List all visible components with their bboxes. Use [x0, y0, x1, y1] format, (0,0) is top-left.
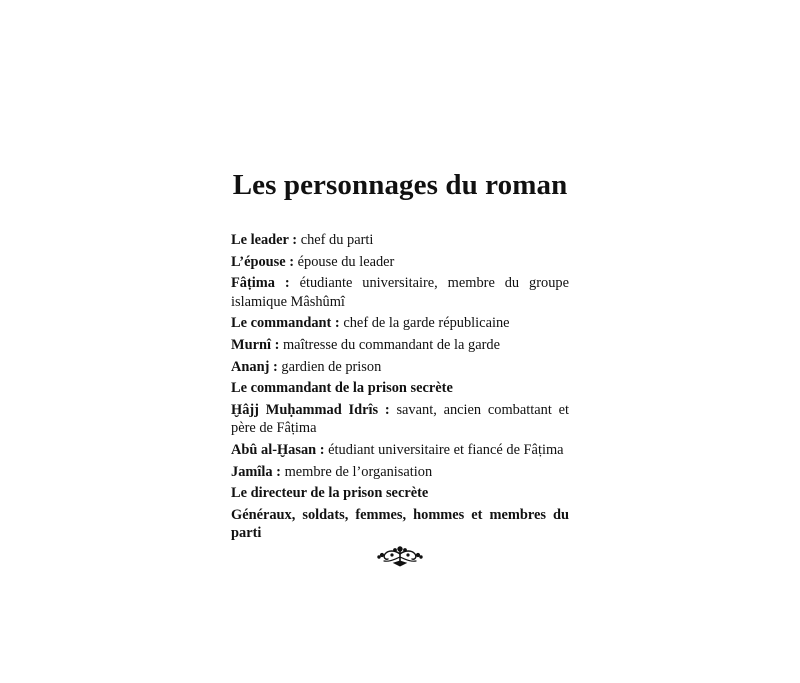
- character-description: membre de l’organisation: [284, 463, 433, 480]
- character-name: Généraux, soldats, femmes, hommes et membres du parti: [231, 506, 569, 542]
- character-name: Le commandant de la prison secrète: [231, 380, 453, 397]
- character-name: Le directeur de la prison secrète: [231, 485, 429, 502]
- page-title: Les personnages du roman: [232, 169, 568, 201]
- character-name: Fâṭima :: [231, 275, 290, 292]
- character-name: Ananj :: [231, 358, 278, 375]
- character-name: Le leader :: [231, 232, 298, 248]
- character-name: Abû al-Ḫasan :: [231, 441, 325, 458]
- character-entry: [231, 274, 569, 311]
- character-description: gardien de prison: [281, 358, 382, 375]
- character-entry: [231, 484, 569, 503]
- character-entry: [231, 358, 569, 377]
- character-entry: [231, 231, 569, 250]
- character-entry: [231, 463, 569, 482]
- character-list: [231, 231, 569, 543]
- character-entry: [231, 314, 569, 333]
- character-entry: [231, 336, 569, 355]
- character-name: Murnî :: [231, 336, 280, 353]
- character-entry: [231, 379, 569, 398]
- character-description: étudiante universitaire, membre du groupe islamique Mâshûmî: [231, 275, 569, 310]
- character-entry: [231, 441, 569, 460]
- character-description: étudiant universitaire et fiancé de Fâṭima: [328, 441, 564, 458]
- character-description: chef du parti: [300, 232, 374, 248]
- character-entry: [231, 253, 569, 272]
- character-entry: [231, 401, 569, 438]
- character-name: Le commandant :: [231, 315, 340, 332]
- character-description: savant, ancien combattant et père de Fâṭima: [231, 401, 569, 437]
- character-description: chef de la garde républicaine: [343, 315, 510, 332]
- page-content: [231, 165, 569, 546]
- character-name: Ḫâjj Muḥammad Idrîs :: [231, 401, 390, 418]
- character-entry: [231, 506, 569, 543]
- character-name: Jamîla :: [231, 463, 281, 480]
- character-description: maîtresse du commandant de la garde: [282, 336, 500, 353]
- character-description: épouse du leader: [297, 253, 395, 270]
- character-name: L’épouse :: [231, 253, 295, 270]
- floral-ornament-icon: [376, 545, 424, 567]
